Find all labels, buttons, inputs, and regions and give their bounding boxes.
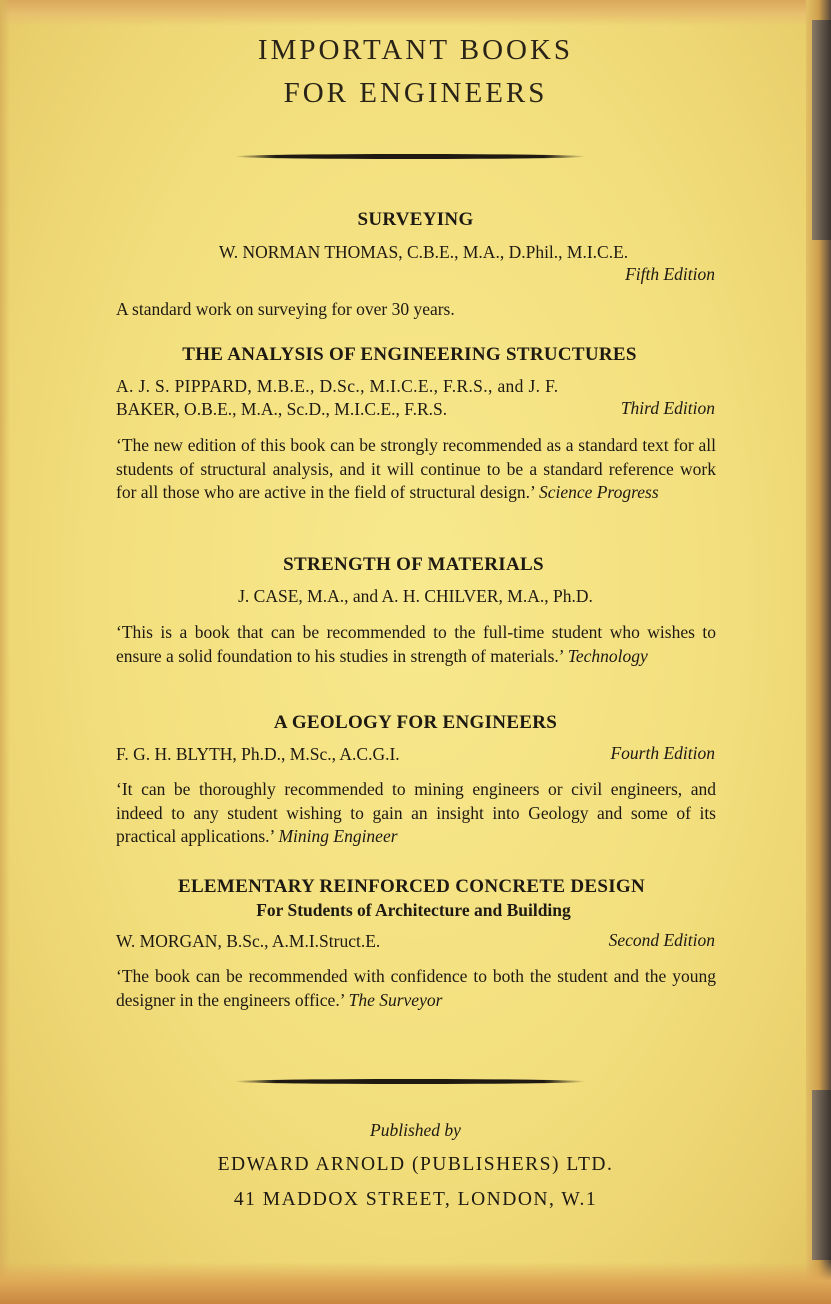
review-source: Mining Engineer bbox=[278, 826, 398, 846]
book-title-concrete: ELEMENTARY REINFORCED CONCRETE DESIGN bbox=[177, 876, 646, 897]
review-text: ‘This is a book that can be recommended to the full-time student who wishes to ensure a solid foundation to his studies in strength of materials.’ bbox=[116, 622, 716, 666]
book-edition: Third Edition bbox=[620, 398, 715, 418]
review-text: ‘It can be thoroughly recommended to mining engineers or civil engineers, and indeed to any student wishing to gain an insight into Geology and some of its practical applications.’ bbox=[116, 779, 716, 846]
book-edition: Fourth Edition bbox=[610, 743, 715, 763]
book-author: W. MORGAN, B.Sc., A.M.I.Struct.E. bbox=[116, 931, 381, 951]
book-author: W. NORMAN THOMAS, C.B.E., M.A., D.Phil., M.I.C.E. bbox=[218, 242, 629, 262]
book-review bbox=[116, 621, 716, 668]
bottom-divider bbox=[234, 1079, 586, 1084]
book-author-line2: BAKER, O.B.E., M.A., Sc.D., M.I.C.E., F.R.S. bbox=[116, 399, 448, 419]
book-title-surveying: SURVEYING bbox=[357, 209, 474, 230]
review-source: Science Progress bbox=[538, 482, 659, 502]
review-source: Technology bbox=[567, 645, 648, 666]
top-divider bbox=[234, 154, 586, 159]
publisher-name: EDWARD ARNOLD (PUBLISHERS) LTD. bbox=[217, 1154, 614, 1175]
book-author-line1: A. J. S. PIPPARD, M.B.E., D.Sc., M.I.C.E., F.R.S., and J. F. bbox=[116, 376, 559, 396]
book-title-strength: STRENGTH OF MATERIALS bbox=[283, 554, 544, 575]
worn-top-edge bbox=[0, 0, 831, 26]
worn-left-edge bbox=[0, 0, 10, 1304]
publisher-address: 41 MADDOX STREET, LONDON, W.1 bbox=[233, 1189, 598, 1210]
book-title-analysis: THE ANALYSIS OF ENGINEERING STRUCTURES bbox=[182, 344, 637, 365]
book-author: J. CASE, M.A., and A. H. CHILVER, M.A., Ph.D. bbox=[238, 586, 593, 606]
page-heading-line1: IMPORTANT BOOKS bbox=[257, 34, 574, 66]
book-subtitle: For Students of Architecture and Building bbox=[256, 900, 571, 920]
book-edition: Fifth Edition bbox=[625, 264, 715, 284]
page-heading-line2: FOR ENGINEERS bbox=[283, 77, 548, 109]
published-by-label: Published by bbox=[370, 1120, 461, 1140]
book-blurb: A standard work on surveying for over 30 years. bbox=[116, 299, 455, 319]
book-review bbox=[116, 778, 716, 849]
book-edition: Second Edition bbox=[608, 930, 715, 950]
review-text: ‘The book can be recommended with confidence to both the student and the young designer in the engineers office.’ bbox=[116, 966, 716, 1010]
book-review bbox=[116, 434, 716, 505]
book-review bbox=[116, 965, 716, 1012]
book-author: F. G. H. BLYTH, Ph.D., M.Sc., A.C.G.I. bbox=[116, 744, 400, 764]
review-source: The Surveyor bbox=[348, 989, 443, 1010]
worn-bottom-edge bbox=[0, 1262, 831, 1304]
book-title-geology: A GEOLOGY FOR ENGINEERS bbox=[273, 712, 558, 733]
review-text: ‘The new edition of this book can be strongly recommended as a standard text for all students of structural analysis, and it will continue to be a standard reference work for all those who are active in the field of structural design.’ bbox=[116, 435, 716, 502]
